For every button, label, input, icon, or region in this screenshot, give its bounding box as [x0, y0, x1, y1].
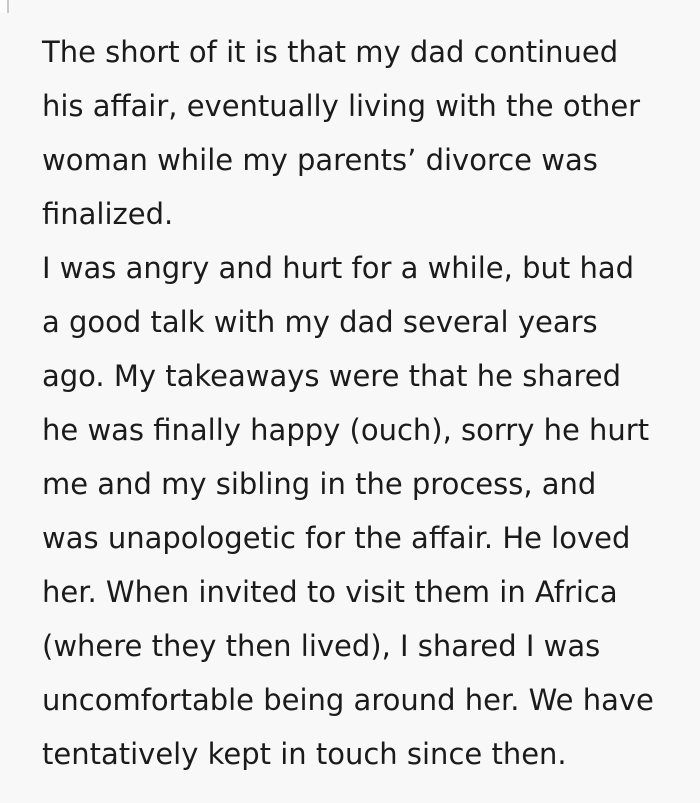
text-line: finalized. — [42, 197, 174, 231]
text-line: his affair, eventually living with the other — [42, 89, 641, 123]
text-line: me and my sibling in the process, and — [42, 467, 597, 501]
text-line: I was angry and hurt for a while, but had — [42, 251, 635, 285]
text-line: tentatively kept in touch since then. — [42, 737, 567, 771]
text-line: was unapologetic for the affair. He loved — [42, 521, 631, 555]
text-line: a good talk with my dad several years — [42, 305, 598, 339]
post-text — [42, 25, 680, 781]
text-line: ago. My takeaways were that he shared — [42, 359, 621, 393]
text-line: he was finally happy (ouch), sorry he hurt — [42, 413, 650, 447]
cropped-border-fragment — [0, 0, 9, 13]
text-line: woman while my parents’ divorce was — [42, 143, 598, 177]
text-line: her. When invited to visit them in Africa — [42, 575, 618, 609]
text-line: (where they then lived), I shared I was — [42, 629, 601, 663]
text-line: uncomfortable being around her. We have — [42, 683, 654, 717]
text-line: The short of it is that my dad continued — [42, 35, 619, 69]
